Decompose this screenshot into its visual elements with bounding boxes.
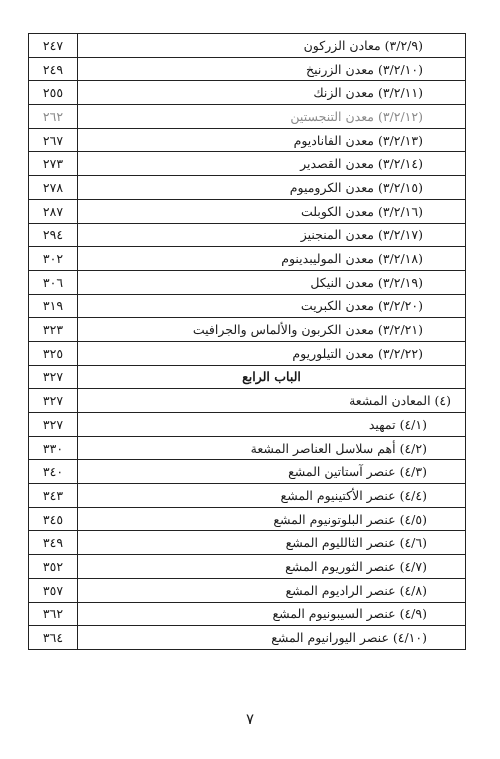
toc-page-number: ٣٤٣ xyxy=(29,484,78,508)
toc-entry-title: (٣/٢/١٢) معدن التنجستين xyxy=(290,108,423,124)
toc-page-number: ٢٨٧ xyxy=(29,199,78,223)
toc-entry-title: (٣/٢/١١) معدن الزنك xyxy=(313,85,423,101)
toc-entry-title: (٤/٤) عنصر الأكتينيوم المشع xyxy=(280,487,427,503)
toc-row xyxy=(29,555,466,579)
toc-entry-title: (٣/٢/١٥) معدن الكروميوم xyxy=(289,179,423,195)
toc-row xyxy=(29,34,466,58)
toc-title-cell xyxy=(78,365,466,389)
toc-title-cell xyxy=(78,34,466,58)
toc-title-cell xyxy=(78,507,466,531)
toc-row xyxy=(29,318,466,342)
toc-title-cell xyxy=(78,626,466,650)
toc-page-number: ٣٦٢ xyxy=(29,602,78,626)
toc-page-number: ٣٠٢ xyxy=(29,247,78,271)
toc-entry-title: (٣/٢/١٠) معدن الزرنيخ xyxy=(306,61,423,77)
toc-page-number: ٣٢٧ xyxy=(29,413,78,437)
toc-entry-title: (٣/٢/٩) معادن الزركون xyxy=(303,37,423,53)
toc-entry-title: (٤/١) تمهيد xyxy=(368,416,427,432)
toc-row xyxy=(29,507,466,531)
toc-row xyxy=(29,81,466,105)
toc-title-cell xyxy=(78,436,466,460)
toc-entry-title: (٣/٢/١٦) معدن الكوبلت xyxy=(301,203,423,219)
toc-row xyxy=(29,341,466,365)
toc-title-cell xyxy=(78,555,466,579)
toc-title-cell xyxy=(78,578,466,602)
toc-entry-title: (٣/٢/٢٠) معدن الكبريت xyxy=(300,298,423,314)
toc-page-number: ٢٦٧ xyxy=(29,128,78,152)
toc-row xyxy=(29,389,466,413)
toc-title-cell xyxy=(78,270,466,294)
toc-page-number: ٣٢٧ xyxy=(29,365,78,389)
toc-entry-title: (٤/٧) عنصر الثوريوم المشع xyxy=(285,558,427,574)
toc-entry-title: (٤/٦) عنصر الثالليوم المشع xyxy=(285,535,427,551)
toc-page-number: ٢٧٣ xyxy=(29,152,78,176)
toc-title-cell xyxy=(78,413,466,437)
toc-row xyxy=(29,128,466,152)
toc-row xyxy=(29,578,466,602)
toc-page-number: ٣٠٦ xyxy=(29,270,78,294)
toc-page-number: ٢٧٨ xyxy=(29,176,78,200)
toc-row xyxy=(29,294,466,318)
table-of-contents xyxy=(28,33,466,650)
toc-page-number: ٣٣٠ xyxy=(29,436,78,460)
toc-entry-title: (٤/٩) عنصر السيبونيوم المشع xyxy=(272,606,427,622)
toc-row xyxy=(29,460,466,484)
toc-title-cell xyxy=(78,176,466,200)
toc-row xyxy=(29,223,466,247)
toc-row xyxy=(29,602,466,626)
toc-title-cell xyxy=(78,247,466,271)
toc-entry-title: (٣/٢/١٧) معدن المنجنيز xyxy=(300,227,423,243)
toc-row xyxy=(29,484,466,508)
toc-entry-title: (٣/٢/١٤) معدن القصدير xyxy=(300,156,423,172)
toc-title-cell xyxy=(78,484,466,508)
toc-title-cell xyxy=(78,57,466,81)
toc-page-number: ٣٥٢ xyxy=(29,555,78,579)
toc-page-number: ٢٦٢ xyxy=(29,105,78,129)
toc-row xyxy=(29,176,466,200)
toc-page-number: ٣٤٩ xyxy=(29,531,78,555)
toc-title-cell xyxy=(78,152,466,176)
toc-page-number: ٣٢٧ xyxy=(29,389,78,413)
toc-title-cell xyxy=(78,318,466,342)
chapter-title: الباب الرابع xyxy=(242,369,301,385)
toc-entry-title: (٤/١٠) عنصر اليورانيوم المشع xyxy=(271,630,427,646)
toc-title-cell xyxy=(78,341,466,365)
toc-title-cell xyxy=(78,105,466,129)
chapter-heading-row xyxy=(29,365,466,389)
toc-title-cell xyxy=(78,531,466,555)
toc-row xyxy=(29,436,466,460)
toc-page-number: ٣٢٥ xyxy=(29,341,78,365)
toc-title-cell xyxy=(78,199,466,223)
toc-row xyxy=(29,247,466,271)
toc-page-number: ٣٤٠ xyxy=(29,460,78,484)
toc-entry-title: (٤/٢) أهم سلاسل العناصر المشعة xyxy=(250,440,427,456)
toc-row xyxy=(29,152,466,176)
toc-body xyxy=(29,34,466,650)
toc-row xyxy=(29,199,466,223)
toc-title-cell xyxy=(78,460,466,484)
toc-row xyxy=(29,626,466,650)
toc-entry-title: (٤/٣) عنصر آستاتين المشع xyxy=(288,464,427,480)
toc-page-number: ٢٩٤ xyxy=(29,223,78,247)
toc-title-cell xyxy=(78,389,466,413)
toc-entry-title: (٣/٢/١٣) معدن الفاناديوم xyxy=(293,132,423,148)
toc-title-cell xyxy=(78,223,466,247)
toc-entry-title: (٤/٨) عنصر الراديوم المشع xyxy=(285,582,427,598)
toc-entry-title: (٣/٢/١٨) معدن الموليبدينوم xyxy=(281,251,423,267)
toc-page-number: ٣٦٤ xyxy=(29,626,78,650)
toc-title-cell xyxy=(78,128,466,152)
toc-page-number: ٣٤٥ xyxy=(29,507,78,531)
toc-page-number: ٢٤٩ xyxy=(29,57,78,81)
toc-row xyxy=(29,57,466,81)
toc-row xyxy=(29,270,466,294)
toc-page-number: ٢٥٥ xyxy=(29,81,78,105)
toc-page-number: ٢٤٧ xyxy=(29,34,78,58)
toc-page-number: ٣٢٣ xyxy=(29,318,78,342)
toc-row xyxy=(29,531,466,555)
toc-row xyxy=(29,413,466,437)
toc-entry-title: (٣/٢/٢١) معدن الكربون والألماس والجرافيت xyxy=(192,322,423,338)
toc-title-cell xyxy=(78,294,466,318)
toc-page-number: ٣١٩ xyxy=(29,294,78,318)
toc-entry-title: (٣/٢/١٩) معدن النيكل xyxy=(310,274,423,290)
toc-entry-title: (٣/٢/٢٢) معدن التيلوريوم xyxy=(292,345,423,361)
toc-title-cell xyxy=(78,602,466,626)
page-number: ٧ xyxy=(245,710,255,728)
toc-title-cell xyxy=(78,81,466,105)
toc-entry-title: (٤) المعادن المشعة xyxy=(349,393,451,409)
toc-page-number: ٣٥٧ xyxy=(29,578,78,602)
toc-entry-title: (٤/٥) عنصر البلوتونيوم المشع xyxy=(273,511,427,527)
toc-row xyxy=(29,105,466,129)
